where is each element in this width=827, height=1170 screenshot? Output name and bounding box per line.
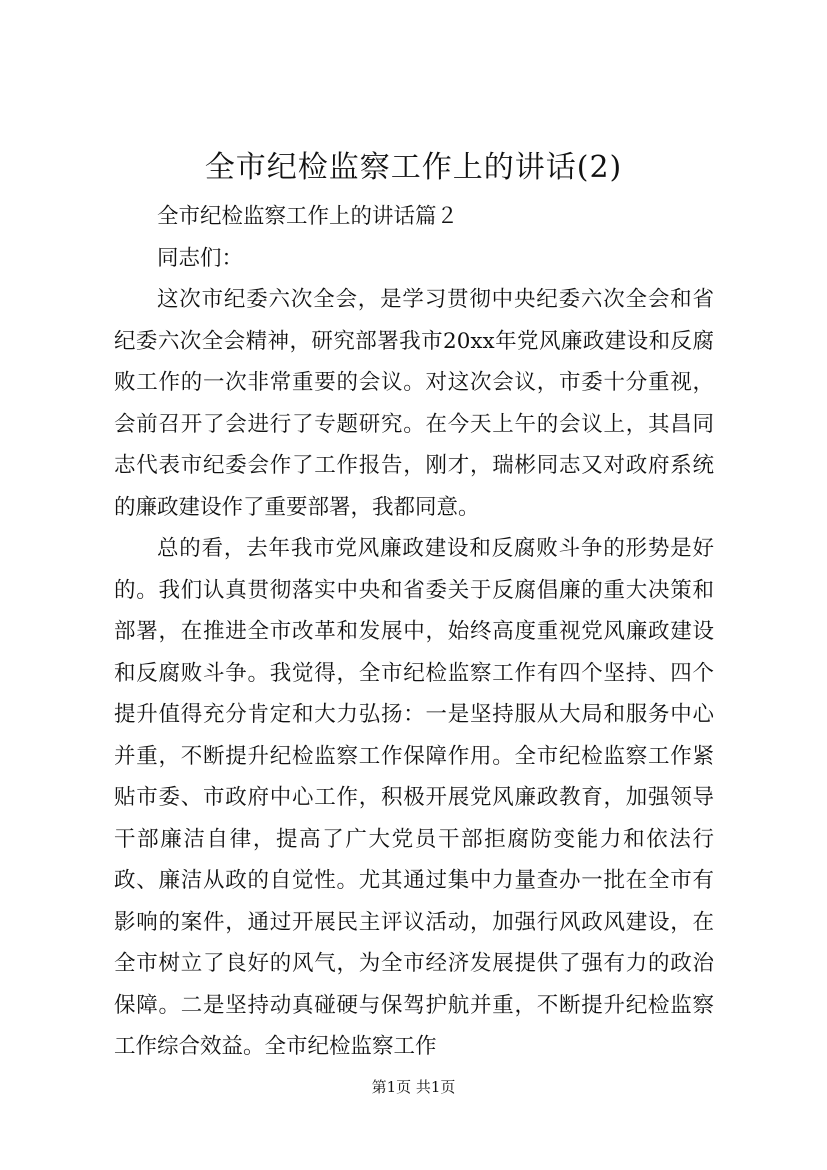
salutation: 同志们： [157,245,244,271]
page-footer: 第1页 共1页 [371,1078,456,1096]
paragraph-2: 总的看，去年我市党风廉政建设和反腐败斗争的形势是好的。我们认真贯彻落实中央和省委关于反腐倡廉的重大决策和部署，在推进全市改革和发展中，始终高度重视党风廉政建设和反腐败斗争。我觉得，全市纪检监察工作有四个坚持、四个提升值得充分肯定和大力弘扬：一是坚持服从大局和服务中心并重，不断提升纪检监察工作保障作用。全市纪检监察工作紧贴市委、市政府中心工作，积极开展党风廉政教育，加强领导干部廉洁自律，提高了广大党员干部拒腐防变能力和依法行政、廉洁从政的自觉性。尤其通过集中力量查办一批在全市有影响的案件，通过开展民主评议活动，加强行风政风建设，在全市树立了良好的风气，为全市经济发展提供了强有力的政治保障。二是坚持动真碰硬与保驾护航并重，不断提升纪检监察工作综合效益。全市纪检监察工作 [114,536,714,1059]
document-title: 全市纪检监察工作上的讲话(2) [204,150,623,185]
paragraph-1: 这次市纪委六次全会，是学习贯彻中央纪委六次全会和省纪委六次全会精神，研究部署我市20xx年党风廉政建设和反腐败工作的一次非常重要的会议。对这次会议，市委十分重视，会前召开了会进行了专题研究。在今天上午的会议上，其昌同志代表市纪委会作了工作报告，刚才，瑞彬同志又对政府系统的廉政建设作了重要部署，我都同意。 [114,287,714,520]
document-subtitle: 全市纪检监察工作上的讲话篇２ [157,204,459,229]
document-body [114,196,714,1068]
